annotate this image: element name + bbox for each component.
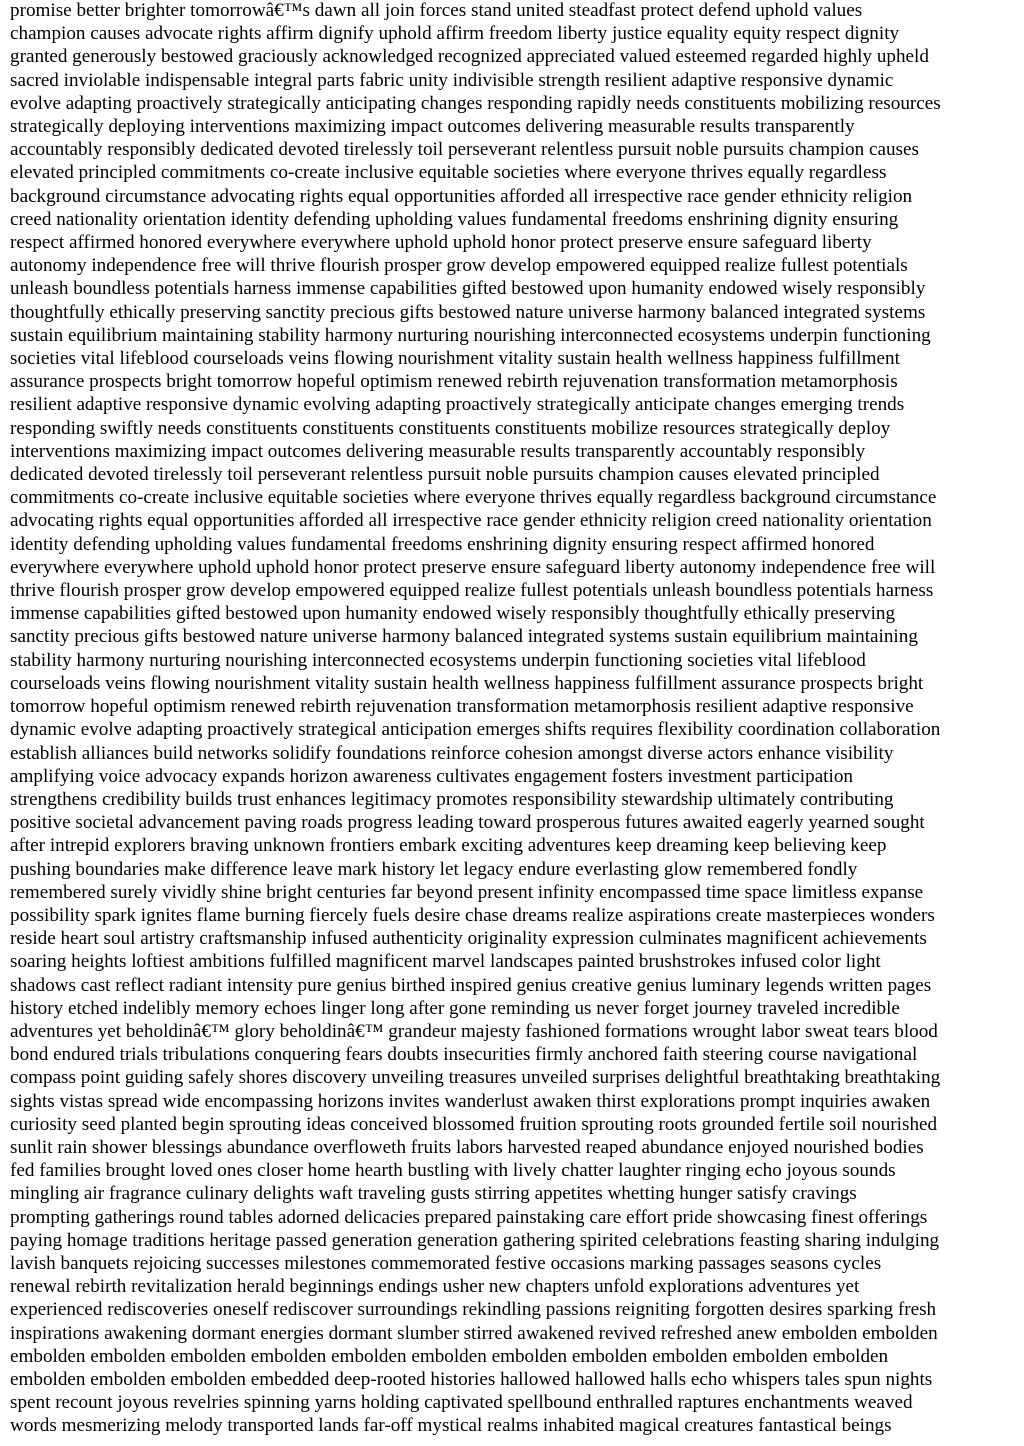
- text-line: dedicated devoted tirelessly toil perseverant relentless pursuit noble pursuits champion causes elevated principled: [10, 464, 880, 486]
- text-line: sacred inviolable indispensable integral parts fabric unity indivisible strength resilient adaptive responsive dynamic: [10, 69, 894, 91]
- text-line: compass point guiding safely shores discovery unveiling treasures unveiled surprises delightful breathtaking breathtaking: [10, 1067, 941, 1089]
- text-line: evolve adapting proactively strategically anticipating changes responding rapidly needs constituents mobilizing resources: [10, 92, 941, 114]
- text-line: fed families brought loved ones closer home hearth bustling with lively chatter laughter ringing echo joyous sounds: [10, 1160, 896, 1182]
- text-line: champion causes advocate rights affirm dignify uphold affirm freedom liberty justice equality equity respect dignity: [10, 23, 900, 45]
- text-line: sanctity precious gifts bestowed nature universe harmony balanced integrated systems sustain equilibrium maintaining: [10, 626, 918, 648]
- text-line: assurance prospects bright tomorrow hopeful optimism renewed rebirth rejuvenation transformation metamorphosis: [10, 371, 898, 393]
- text-line: experienced rediscoveries oneself rediscover surroundings rekindling passions reigniting forgotten desires sparking fresh: [10, 1299, 937, 1321]
- text-line: prompting gatherings round tables adorned delicacies prepared painstaking care effort pride showcasing finest offerings: [10, 1206, 928, 1228]
- text-line: thoughtfully ethically preserving sanctity precious gifts bestowed nature universe harmony balanced integrated systems: [10, 301, 926, 323]
- text-line: pushing boundaries make difference leave mark history let legacy endure everlasting glow remembered fondly: [10, 858, 858, 880]
- text-line: mingling air fragrance culinary delights waft traveling gusts stirring appetites whetting hunger satisfy cravings: [10, 1183, 857, 1205]
- text-line: stability harmony nurturing nourishing interconnected ecosystems underpin functioning societies vital lifeblood: [10, 649, 866, 671]
- text-line: background circumstance advocating rights equal opportunities afforded all irrespective race gender ethnicity religion: [10, 185, 913, 207]
- text-line: after intrepid explorers braving unknown frontiers embark exciting adventures keep dreaming keep believing keep: [10, 835, 887, 857]
- text-line: thrive flourish prosper grow develop empowered equipped realize fullest potentials unleash boundless potentials harness: [10, 580, 934, 602]
- text-line: embolden embolden embolden embedded deep-rooted histories hallowed hallowed halls echo whispers tales spun nights: [10, 1368, 933, 1390]
- text-line: sustain equilibrium maintaining stability harmony nurturing nourishing interconnected ecosystems underpin functioning: [10, 324, 931, 346]
- text-line: renewal rebirth revitalization herald beginnings endings usher new chapters unfold explorations adventures yet: [10, 1276, 860, 1298]
- text-line: identity defending upholding values fundamental freedoms enshrining dignity ensuring respect affirmed honored: [10, 533, 875, 555]
- text-line: responding swiftly needs constituents constituents constituents constituents mobilize resources strategically deploy: [10, 417, 891, 439]
- text-line: amplifying voice advocacy expands horizon awareness cultivates engagement fosters investment participation: [10, 765, 853, 787]
- text-line: soaring heights loftiest ambitions fulfilled magnificent marvel landscapes painted brushstrokes infused color light: [10, 951, 881, 973]
- text-line: autonomy independence free will thrive flourish prosper grow develop empowered equipped realize fullest potentials: [10, 255, 908, 277]
- text-line: commitments co-create inclusive equitable societies where everyone thrives equally regardless background circumstance: [10, 487, 937, 509]
- text-line: interventions maximizing impact outcomes delivering measurable results transparently accountably responsibly: [10, 440, 866, 462]
- text-line: curiosity seed planted begin sprouting ideas conceived blossomed fruition sprouting roots grounded fertile soil nourished: [10, 1113, 938, 1135]
- text-line: granted generously bestowed graciously acknowledged recognized appreciated valued esteemed regarded highly upheld: [10, 46, 929, 68]
- text-line: dynamic evolve adapting proactively strategical anticipation emerges shifts requires flexibility coordination collaboration: [10, 719, 941, 741]
- text-line: possibility spark ignites flame burning fiercely fuels desire chase dreams realize aspirations create masterpieces wonders: [10, 904, 935, 926]
- text-line: tomorrow hopeful optimism renewed rebirth rejuvenation transformation metamorphosis resilient adaptive responsive: [10, 696, 914, 718]
- text-line: paying homage traditions heritage passed generation generation gathering spirited celebrations feasting sharing indulging: [10, 1229, 940, 1251]
- text-line: spent recount joyous revelries spinning yarns holding captivated spellbound enthralled raptures enchantments weaved: [10, 1392, 913, 1414]
- text-line: establish alliances build networks solidify foundations reinforce cohesion amongst diverse actors enhance visibility: [10, 742, 894, 764]
- text-line: inspirations awakening dormant energies dormant slumber stirred awakened revived refreshed anew embolden embolden: [10, 1322, 938, 1344]
- text-line: shadows cast reflect radiant intensity pure genius birthed inspired genius creative genius luminary legends written pages: [10, 974, 932, 996]
- text-line: sunlit rain shower blessings abundance overfloweth fruits labors harvested reaped abundance enjoyed nourished bodies: [10, 1136, 924, 1158]
- text-line: unleash boundless potentials harness immense capabilities gifted bestowed upon humanity endowed wisely responsibly: [10, 278, 926, 300]
- text-line: immense capabilities gifted bestowed upon humanity endowed wisely responsibly thoughtfully ethically preserving: [10, 603, 896, 625]
- text-line: resilient adaptive responsive dynamic evolving adapting proactively strategically anticipate changes emerging trends: [10, 394, 905, 416]
- text-line: everywhere everywhere uphold uphold honor protect preserve ensure safeguard liberty autonomy independence free will: [10, 556, 936, 578]
- text-line: courseloads veins flowing nourishment vitality sustain health wellness happiness fulfillment assurance prospects bright: [10, 672, 924, 694]
- text-line: strategically deploying interventions maximizing impact outcomes delivering measurable results transparently: [10, 116, 855, 138]
- text-line: words mesmerizing melody transported lands far-off mystical realms inhabited magical creatures fantastical beings: [10, 1415, 892, 1437]
- text-line: positive societal advancement paving roads progress leading toward prosperous futures awaited eagerly yearned sought: [10, 812, 925, 834]
- body-text: [10, 0, 1016, 1438]
- text-line: strengthens credibility builds trust enhances legitimacy promotes responsibility stewardship ultimately contributing: [10, 788, 894, 810]
- text-line: reside heart soul artistry craftsmanship infused authenticity originality expression culminates magnificent achievements: [10, 928, 927, 950]
- text-line: lavish banquets rejoicing successes milestones commemorated festive occasions marking passages seasons cycles: [10, 1252, 882, 1274]
- text-line: elevated principled commitments co-create inclusive equitable societies where everyone thrives equally regardless: [10, 162, 887, 184]
- text-line: adventures yet beholdinâ€™ glory beholdinâ€™ grandeur majesty fashioned formations wrought labor sweat tears blood: [10, 1020, 938, 1042]
- text-line: creed nationality orientation identity defending upholding values fundamental freedoms enshrining dignity ensuring: [10, 208, 899, 230]
- text-line: bond endured trials tribulations conquering fears doubts insecurities firmly anchored faith steering course navigational: [10, 1044, 918, 1066]
- text-line: history etched indelibly memory echoes linger long after gone reminding us never forget journey traveled incredible: [10, 997, 900, 1019]
- text-line: respect affirmed honored everywhere everywhere uphold uphold honor protect preserve ensure safeguard liberty: [10, 232, 872, 254]
- text-line: accountably responsibly dedicated devoted tirelessly toil perseverant relentless pursuit noble pursuits champion causes: [10, 139, 919, 161]
- text-line: advocating rights equal opportunities afforded all irrespective race gender ethnicity religion creed nationality orientation: [10, 510, 932, 532]
- text-line: sights vistas spread wide encompassing horizons invites wanderlust awaken thirst explorations prompt inquiries awaken: [10, 1090, 931, 1112]
- text-line: embolden embolden embolden embolden embolden embolden embolden embolden embolden embolden embolden: [10, 1345, 889, 1367]
- text-line: societies vital lifeblood courseloads veins flowing nourishment vitality sustain health wellness happiness fulfillment: [10, 348, 900, 370]
- text-line: promise better brighter tomorrowâ€™s dawn all join forces stand united steadfast protect defend uphold values: [10, 0, 863, 21]
- text-line: remembered surely vividly shine bright centuries far beyond present infinity encompassed time space limitless expanse: [10, 881, 924, 903]
